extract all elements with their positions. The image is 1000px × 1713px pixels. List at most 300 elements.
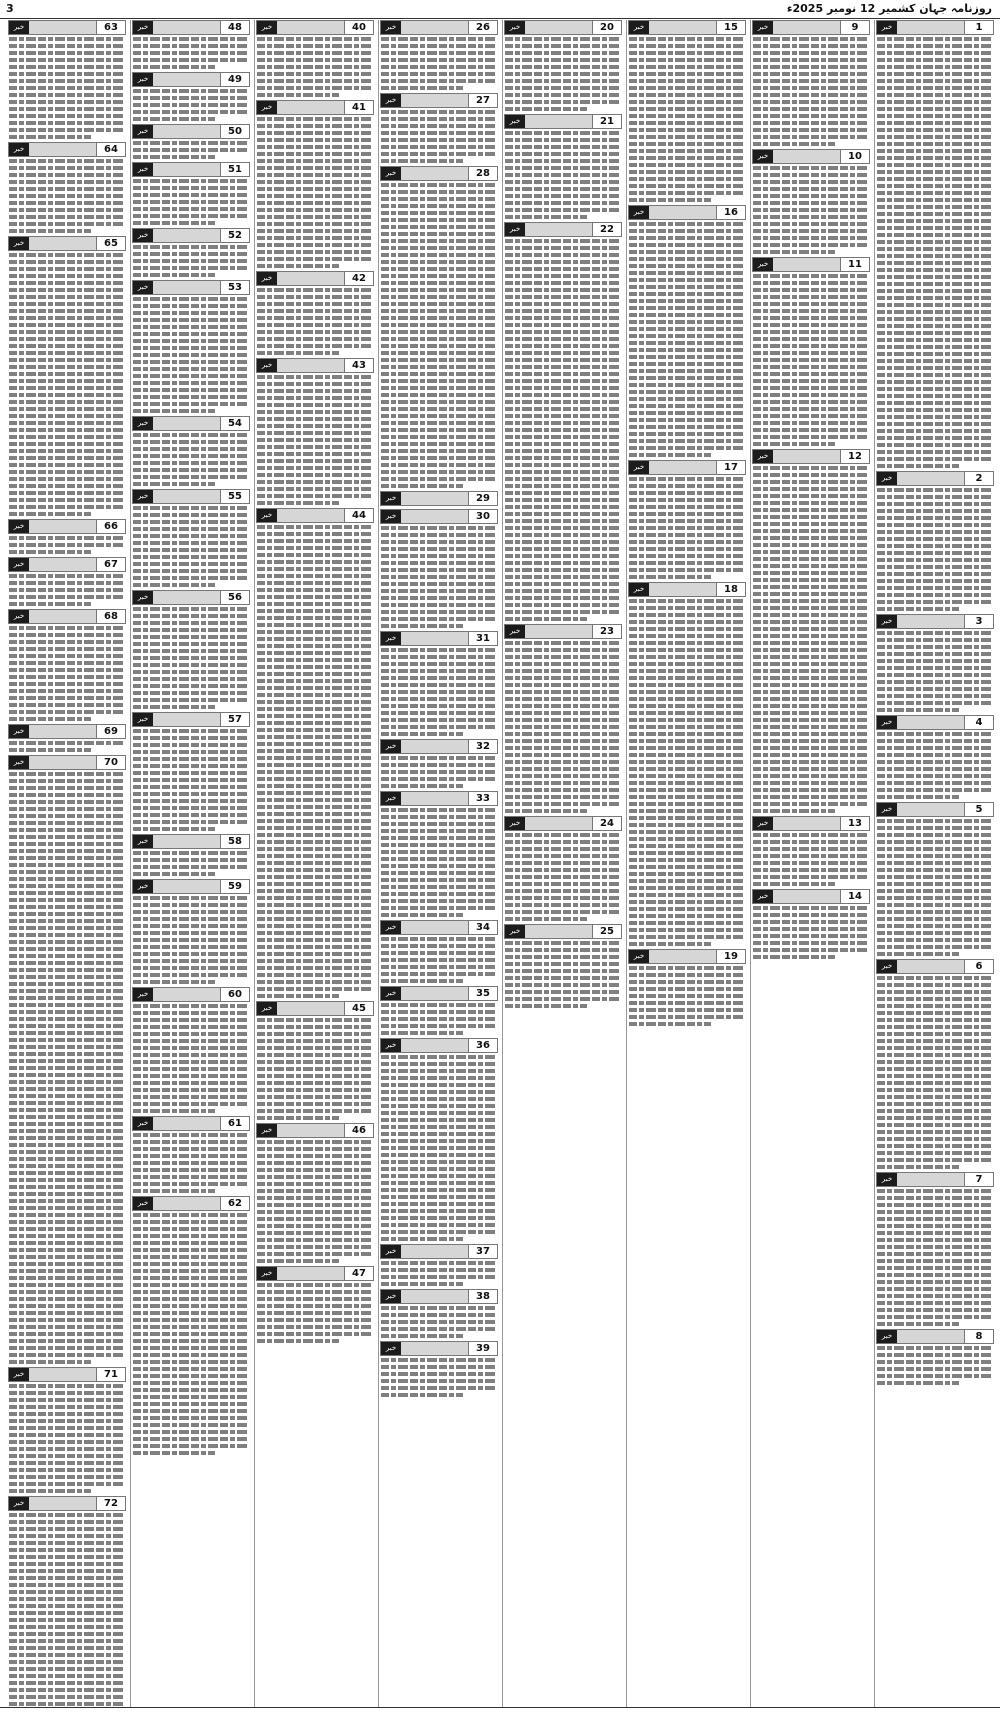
text-line <box>257 798 373 802</box>
text-line <box>9 870 125 874</box>
text-line <box>133 1346 249 1350</box>
text-line <box>9 602 91 606</box>
text-line <box>505 610 621 614</box>
text-line <box>877 359 993 363</box>
text-line <box>877 882 993 886</box>
text-line <box>505 295 621 299</box>
text-line <box>629 93 745 97</box>
text-line <box>133 1074 249 1078</box>
text-line <box>381 547 497 551</box>
text-line <box>629 512 745 516</box>
news-item-header <box>876 959 994 974</box>
text-line <box>877 910 993 914</box>
text-line <box>877 37 993 41</box>
text-line <box>877 931 993 935</box>
news-item <box>504 20 622 111</box>
text-line <box>257 903 373 907</box>
text-line <box>9 1143 125 1147</box>
text-line <box>877 502 993 506</box>
text-line <box>877 247 993 251</box>
text-line <box>133 381 249 385</box>
news-item-header <box>8 755 126 770</box>
news-item-number: 46 <box>344 1124 373 1137</box>
column-rule <box>378 20 379 1707</box>
text-line <box>9 1419 125 1423</box>
text-line <box>877 774 993 778</box>
text-line <box>257 138 373 142</box>
text-line <box>133 318 249 322</box>
text-line <box>877 746 993 750</box>
text-line <box>257 1238 373 1242</box>
text-line <box>877 896 993 900</box>
text-line <box>877 558 993 562</box>
text-line <box>753 65 869 69</box>
text-line <box>257 215 373 219</box>
news-item-header <box>8 236 126 251</box>
text-line <box>877 1196 993 1200</box>
text-line <box>877 819 993 823</box>
text-line <box>381 843 497 847</box>
text-line <box>257 896 373 900</box>
text-line <box>133 1053 249 1057</box>
text-line <box>381 44 497 48</box>
text-line <box>629 243 745 247</box>
text-line <box>629 156 745 160</box>
text-line <box>133 663 249 667</box>
khabar-badge: خبر <box>257 1267 277 1280</box>
news-item-header <box>8 557 126 572</box>
news-item-header <box>504 114 622 129</box>
text-line <box>753 330 869 334</box>
text-line <box>505 267 621 271</box>
text-line <box>629 229 745 233</box>
khabar-badge: خبر <box>505 223 525 236</box>
news-item-number: 5 <box>964 803 993 816</box>
text-line <box>753 861 869 865</box>
text-line <box>257 749 373 753</box>
news-item-header <box>504 624 622 639</box>
text-line <box>381 358 497 362</box>
text-line <box>629 732 745 736</box>
text-line <box>877 205 993 209</box>
text-line <box>505 774 621 778</box>
text-line <box>505 732 621 736</box>
text-line <box>133 851 249 855</box>
news-item-number: 12 <box>840 450 869 463</box>
khabar-badge: خبر <box>133 880 153 893</box>
news-item <box>132 124 250 159</box>
text-line <box>629 51 745 55</box>
text-line <box>877 732 993 736</box>
text-line <box>9 393 125 397</box>
text-line <box>629 257 745 261</box>
text-line <box>9 316 125 320</box>
text-line <box>753 86 869 90</box>
text-line <box>629 547 745 551</box>
text-line <box>257 756 373 760</box>
text-line <box>877 551 993 555</box>
text-line <box>9 1548 125 1552</box>
text-line <box>877 701 993 705</box>
text-line <box>629 851 745 855</box>
text-line <box>381 540 497 544</box>
text-line <box>257 86 373 90</box>
news-item <box>876 802 994 956</box>
text-line <box>877 687 993 691</box>
news-item-number: 49 <box>220 73 249 86</box>
text-line <box>257 679 373 683</box>
text-line <box>9 274 125 278</box>
text-line <box>505 875 621 879</box>
text-line <box>9 498 125 502</box>
page-number: 3 <box>6 2 14 15</box>
text-line <box>9 107 125 111</box>
text-line <box>381 435 497 439</box>
text-line <box>9 1227 125 1231</box>
text-line <box>257 1245 373 1249</box>
text-line <box>753 739 869 743</box>
news-item <box>256 100 374 268</box>
text-line <box>9 1513 125 1517</box>
text-line <box>257 37 373 41</box>
news-item <box>256 271 374 355</box>
text-line <box>629 477 745 481</box>
text-line <box>505 540 621 544</box>
text-line <box>505 86 621 90</box>
text-line <box>133 973 249 977</box>
text-line <box>753 927 869 931</box>
text-line <box>381 1282 463 1286</box>
text-line <box>133 931 249 935</box>
text-line <box>381 690 497 694</box>
text-line <box>753 323 869 327</box>
text-line <box>877 100 993 104</box>
news-item-number: 9 <box>840 21 869 34</box>
text-line <box>257 784 373 788</box>
text-line <box>381 110 497 114</box>
news-item-number: 65 <box>96 237 125 250</box>
news-item-header <box>256 1123 374 1138</box>
text-line <box>753 732 869 736</box>
news-item-number: 42 <box>344 272 373 285</box>
text-line <box>629 285 745 289</box>
text-line <box>753 868 869 872</box>
text-line <box>629 606 745 610</box>
text-line <box>133 534 249 538</box>
text-line <box>629 163 745 167</box>
text-line <box>9 828 125 832</box>
khabar-badge: خبر <box>629 950 649 963</box>
text-line <box>133 569 249 573</box>
text-line <box>133 1046 249 1050</box>
news-item <box>504 222 622 621</box>
news-item-header <box>8 1367 126 1382</box>
text-line <box>381 669 497 673</box>
text-line <box>877 1088 993 1092</box>
text-line <box>381 442 497 446</box>
news-item <box>132 834 250 876</box>
text-line <box>877 631 993 635</box>
text-line <box>877 1280 993 1284</box>
news-item-number: 41 <box>344 101 373 114</box>
text-line <box>505 138 621 142</box>
text-line <box>753 620 869 624</box>
text-line <box>381 211 497 215</box>
text-line <box>133 506 249 510</box>
text-line <box>877 324 993 328</box>
text-line <box>629 491 745 495</box>
text-line <box>381 260 497 264</box>
news-item-number: 62 <box>220 1197 249 1210</box>
text-line <box>133 311 249 315</box>
news-item-number: 45 <box>344 1002 373 1015</box>
news-item-number: 68 <box>96 610 125 623</box>
text-line <box>133 1227 249 1231</box>
text-line <box>381 913 463 917</box>
text-line <box>877 997 993 1001</box>
text-line <box>629 921 745 925</box>
text-line <box>505 648 621 652</box>
text-line <box>877 903 993 907</box>
text-line <box>505 561 621 565</box>
text-line <box>257 924 373 928</box>
text-line <box>629 865 745 869</box>
text-line <box>9 1290 125 1294</box>
text-line <box>257 344 373 348</box>
text-line <box>505 477 621 481</box>
text-line <box>9 543 125 547</box>
text-line <box>505 767 621 771</box>
news-item-number: 57 <box>220 713 249 726</box>
text-line <box>381 239 497 243</box>
news-item-number: 39 <box>468 1342 497 1355</box>
text-line <box>9 44 125 48</box>
text-line <box>9 1569 125 1573</box>
text-line <box>257 1102 373 1106</box>
text-line <box>257 665 373 669</box>
text-line <box>753 243 869 247</box>
news-item <box>132 712 250 831</box>
text-line <box>9 351 125 355</box>
text-line <box>877 1210 993 1214</box>
text-line <box>381 770 497 774</box>
news-item-number: 59 <box>220 880 249 893</box>
text-line <box>133 966 249 970</box>
text-line <box>629 271 745 275</box>
text-line <box>9 1171 125 1175</box>
news-item-header <box>876 1329 994 1344</box>
text-line <box>133 353 249 357</box>
khabar-badge: خبر <box>257 359 277 372</box>
text-line <box>9 1192 125 1196</box>
text-line <box>257 487 373 491</box>
news-item <box>132 228 250 277</box>
text-line <box>753 529 869 533</box>
news-item-header <box>132 879 250 894</box>
text-line <box>629 886 745 890</box>
text-line <box>9 37 125 41</box>
text-line <box>133 325 249 329</box>
text-line <box>257 410 373 414</box>
text-line <box>877 1067 993 1071</box>
text-line <box>381 711 497 715</box>
text-line <box>505 463 621 467</box>
news-item-header <box>752 449 870 464</box>
text-line <box>629 107 745 111</box>
text-line <box>505 288 621 292</box>
text-line <box>877 579 993 583</box>
text-line <box>133 346 249 350</box>
text-line <box>133 221 215 225</box>
text-line <box>877 1259 993 1263</box>
text-line <box>133 813 249 817</box>
news-item-header <box>752 20 870 35</box>
text-line <box>877 1025 993 1029</box>
text-line <box>9 1297 125 1301</box>
news-item <box>380 1341 498 1397</box>
news-item-header <box>628 20 746 35</box>
text-line <box>381 159 463 163</box>
news-item <box>876 1172 994 1326</box>
text-line <box>753 676 869 680</box>
khabar-badge: خبر <box>133 229 153 242</box>
text-line <box>381 1069 497 1073</box>
news-item <box>380 986 498 1035</box>
text-line <box>381 246 497 250</box>
text-line <box>753 473 869 477</box>
text-line <box>505 58 621 62</box>
text-line <box>257 1060 373 1064</box>
khabar-badge: خبر <box>877 615 897 628</box>
text-line <box>9 229 91 233</box>
text-line <box>877 198 993 202</box>
khabar-badge: خبر <box>505 115 525 128</box>
text-line <box>9 1688 125 1692</box>
text-line <box>133 1060 249 1064</box>
text-line <box>505 260 621 264</box>
khabar-badge: خبر <box>381 1342 401 1355</box>
text-line <box>9 173 125 177</box>
text-line <box>753 309 869 313</box>
text-line <box>9 954 125 958</box>
text-line <box>505 393 621 397</box>
page-header <box>0 0 1000 19</box>
text-line <box>9 1475 125 1479</box>
text-line <box>877 415 993 419</box>
text-line <box>257 1332 373 1336</box>
text-line <box>753 774 869 778</box>
text-line <box>133 252 249 256</box>
text-line <box>381 1024 497 1028</box>
text-line <box>257 1032 373 1036</box>
text-line <box>753 725 869 729</box>
text-line <box>877 739 993 743</box>
text-line <box>877 1053 993 1057</box>
news-item <box>380 491 498 506</box>
text-line <box>257 812 373 816</box>
text-line <box>753 557 869 561</box>
text-line <box>629 725 745 729</box>
text-line <box>257 1147 373 1151</box>
text-line <box>629 788 745 792</box>
text-line <box>133 820 249 824</box>
khabar-badge: خبر <box>257 21 277 34</box>
khabar-badge: خبر <box>381 792 401 805</box>
text-line <box>629 987 745 991</box>
news-item-number: 2 <box>964 472 993 485</box>
text-line <box>9 1080 125 1084</box>
text-line <box>381 965 497 969</box>
text-line <box>629 334 745 338</box>
news-item <box>132 489 250 587</box>
news-item <box>876 20 994 468</box>
text-line <box>9 449 125 453</box>
text-line <box>133 1154 249 1158</box>
text-line <box>257 72 373 76</box>
news-item <box>752 449 870 813</box>
news-item-header <box>876 471 994 486</box>
text-line <box>381 267 497 271</box>
khabar-badge: خبر <box>629 583 649 596</box>
text-line <box>257 525 373 529</box>
news-item <box>380 739 498 788</box>
text-line <box>877 840 993 844</box>
text-line <box>877 1151 993 1155</box>
news-item-header <box>132 834 250 849</box>
news-item-number: 16 <box>716 206 745 219</box>
text-line <box>629 802 745 806</box>
text-line <box>9 100 125 104</box>
khabar-badge: خبر <box>381 492 401 505</box>
news-item-header <box>132 987 250 1002</box>
text-line <box>133 297 249 301</box>
text-line <box>381 1104 497 1108</box>
text-line <box>133 1388 249 1392</box>
text-line <box>257 826 373 830</box>
text-line <box>505 281 621 285</box>
text-line <box>877 795 959 799</box>
khabar-badge: خبر <box>505 21 525 34</box>
text-line <box>257 721 373 725</box>
text-line <box>753 906 869 910</box>
news-item-number: 55 <box>220 490 249 503</box>
text-line <box>877 917 993 921</box>
text-line <box>505 351 621 355</box>
news-item <box>628 205 746 457</box>
text-line <box>133 1269 249 1273</box>
text-line <box>505 526 621 530</box>
text-line <box>753 44 869 48</box>
text-line <box>381 892 497 896</box>
text-line <box>877 645 993 649</box>
text-line <box>9 849 125 853</box>
text-line <box>9 1681 125 1685</box>
text-line <box>381 1139 497 1143</box>
text-line <box>133 433 249 437</box>
text-line <box>9 1646 125 1650</box>
text-line <box>505 882 621 886</box>
news-item <box>876 1329 994 1385</box>
text-line <box>381 344 497 348</box>
text-line <box>629 390 745 394</box>
text-line <box>257 595 373 599</box>
text-line <box>257 623 373 627</box>
text-line <box>877 450 993 454</box>
text-line <box>381 1010 497 1014</box>
text-line <box>877 1102 993 1106</box>
text-line <box>877 1346 993 1350</box>
text-line <box>257 1095 373 1099</box>
